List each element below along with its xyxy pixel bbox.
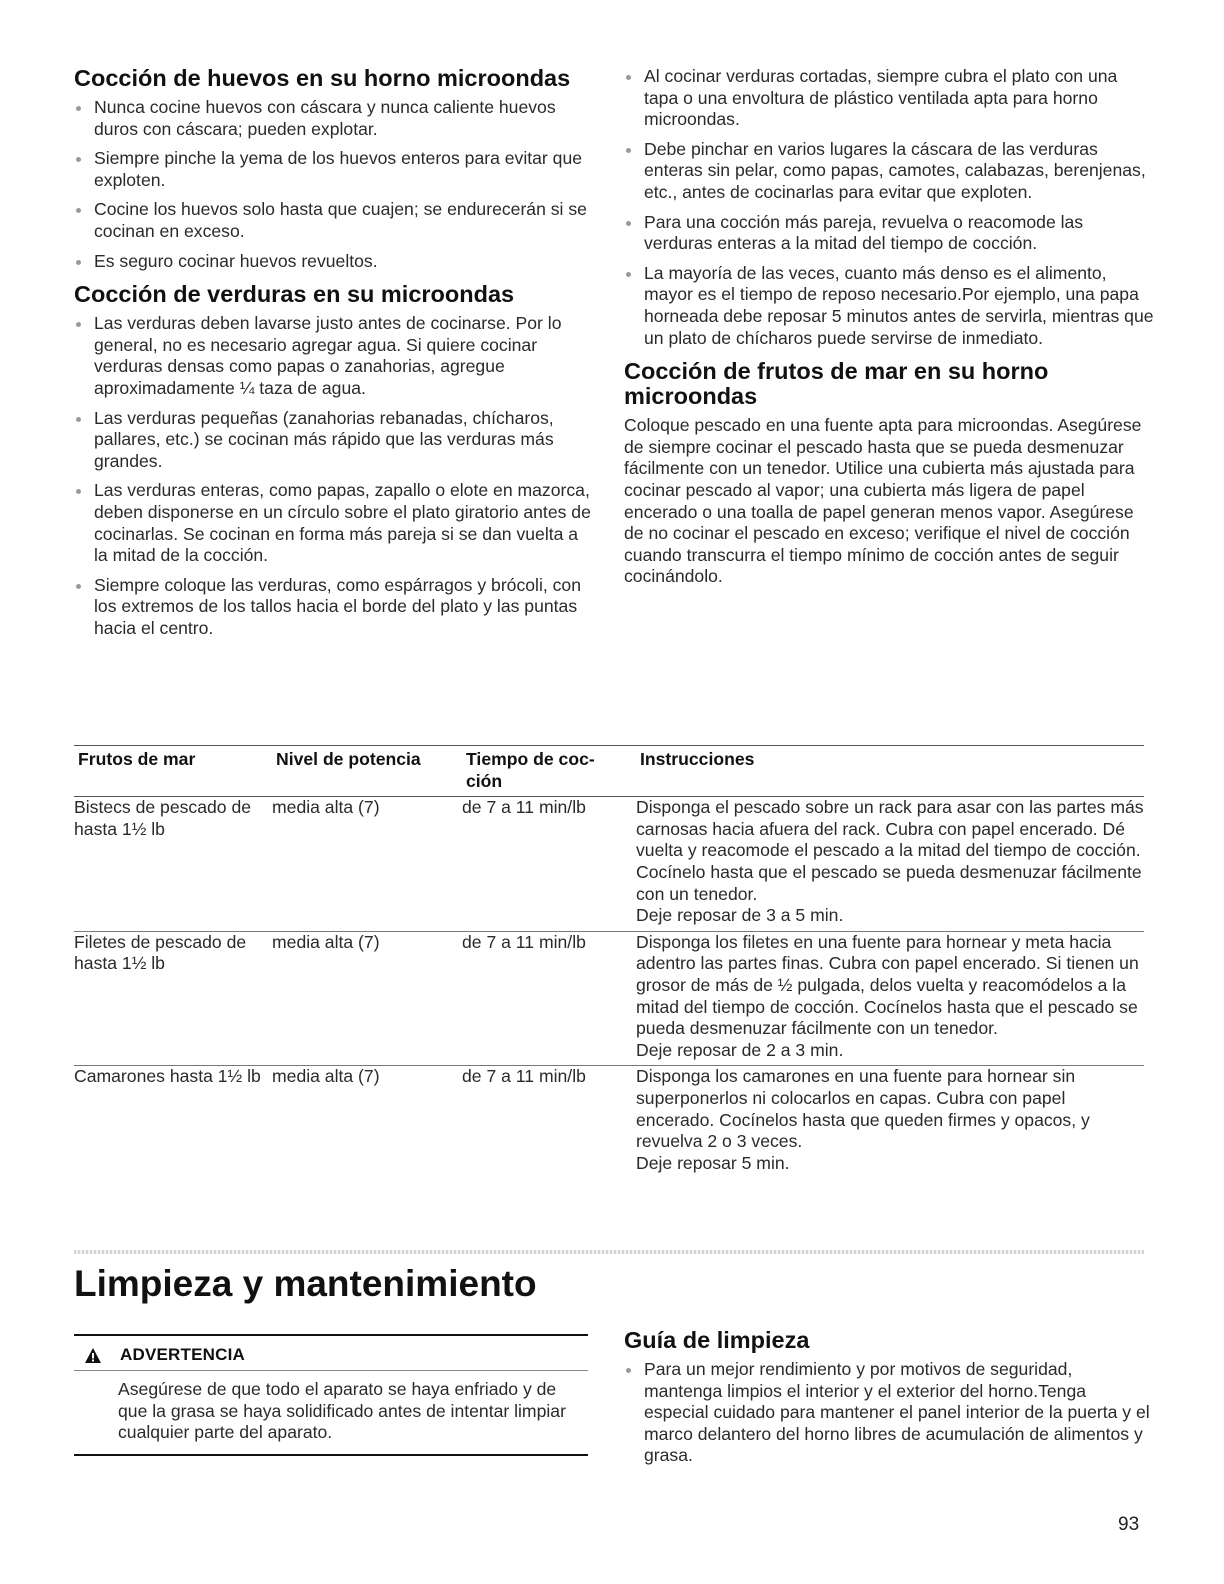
header-seafood: Frutos de mar	[74, 746, 272, 797]
header-instructions: Instrucciones	[636, 746, 1144, 797]
cell-food: Camarones hasta 1½ lb	[74, 1066, 272, 1178]
list-item: Cocine los huevos solo hasta que cuajen; se endurecerán si se cocinan en exceso.	[74, 199, 594, 242]
list-item: Debe pinchar en varios lugares la cáscara de las verduras enteras sin pelar, como papas, camotes, calabazas, berenjenas, etc., antes de cocinarlas para evitar que exploten.	[624, 139, 1154, 204]
cell-instructions	[636, 931, 1144, 1066]
rest-text: Deje reposar de 2 a 3 min.	[636, 1039, 844, 1060]
vegetables-heading: Cocción de verduras en su microondas	[74, 281, 515, 308]
left-column	[74, 66, 594, 649]
cleaning-guide-list	[624, 1359, 1154, 1467]
table-header-row	[74, 746, 1144, 797]
page-number: 93	[1118, 1514, 1140, 1535]
page-title: Limpieza y mantenimiento	[74, 1263, 537, 1304]
seafood-table	[74, 745, 1144, 1178]
instructions-text: Disponga los camarones en una fuente para hornear sin superponerlos ni colocarlos en capas. Cubra con papel encerado. Cocínelos hasta que queden firmes y opacos, y revuelva 2 o 3 veces.	[636, 1066, 1090, 1152]
rest-text: Deje reposar de 3 a 5 min.	[636, 905, 844, 926]
warning-triangle-icon	[84, 1347, 102, 1364]
instructions-text: Disponga los filetes en una fuente para hornear y meta hacia adentro las partes finas. Cubra con papel encerado. Si tienen un grosor de más de ½ pulgada, delos vuelta y reacomódelos a la mitad del tiempo de cocción. Cocínelos hasta que el pescado se pueda desmenuzar fácilmente con un tenedor.	[636, 931, 1139, 1039]
vegetables-list	[74, 313, 594, 639]
list-item: Las verduras enteras, como papas, zapallo o elote en mazorca, deben disponerse en un círculo sobre el plato giratorio antes de cocinarlas. Se cocinan en forma más pareja si se dan vuelta a la mitad de la cocción.	[74, 480, 594, 566]
list-item: Al cocinar verduras cortadas, siempre cubra el plato con una tapa o una envoltura de plástico ventilada apta para horno microondas.	[624, 66, 1154, 131]
cell-power: media alta (7)	[272, 797, 380, 818]
warning-text: Asegúrese de que todo el aparato se haya enfriado y de que la grasa se haya solidificado antes de intentar limpiar cualquier parte del aparato.	[118, 1379, 566, 1443]
rest-text: Deje reposar 5 min.	[636, 1152, 790, 1173]
cell-power: media alta (7)	[272, 1066, 462, 1178]
cleaning-guide-heading: Guía de limpieza	[624, 1327, 810, 1353]
cell-instructions	[636, 1066, 1144, 1178]
vegetables-list-continued	[624, 66, 1154, 349]
right-column	[624, 66, 1154, 588]
warning-box	[74, 1334, 588, 1456]
list-item: Es seguro cocinar huevos revueltos.	[74, 251, 594, 273]
seafood-paragraph: Coloque pescado en una fuente apta para microondas. Asegúrese de siempre cocinar el pescado hasta que se pueda desmenuzar fácilmente con un tenedor. Utilice una cubierta más ajustada para cocinar pescado al vapor; una cubierta más ligera de papel encerado o una toalla de papel generan menos vapor. Asegúrese de no cocinar el pescado en exceso; verifique el nivel de cocción cuando transcurra el tiempo mínimo de cocción antes de seguir cocinándolo.	[624, 415, 1142, 587]
table-row	[74, 1066, 1144, 1178]
cell-time: de 7 a 11 min/lb	[462, 931, 636, 1066]
seafood-heading: Cocción de frutos de mar en su horno microondas	[624, 358, 1049, 410]
list-item: Para una cocción más pareja, revuelva o reacomode las verduras enteras a la mitad del tiempo de cocción.	[624, 212, 1154, 255]
list-item: La mayoría de las veces, cuanto más denso es el alimento, mayor es el tiempo de reposo necesario.Por ejemplo, una papa horneada debe reposar 5 minutos antes de servirla, mientras que un plato de chícharos puede servirse de inmediato.	[624, 263, 1154, 349]
cell-food: Filetes de pescado de hasta 1½ lb	[74, 931, 272, 1066]
instructions-text: Disponga el pescado sobre un rack para asar con las partes más carnosas hacia afuera del rack. Cubra con papel encerado. Dé vuelta y reacomode el pescado a la mitad del tiempo de cocción. Cocínelo hasta que el pescado se pueda desmenuzar fácilmente con un tenedor.	[636, 797, 1144, 904]
list-item: Siempre pinche la yema de los huevos enteros para evitar que exploten.	[74, 148, 594, 191]
list-item: Siempre coloque las verduras, como espárragos y brócoli, con los extremos de los tallos hacia el borde del plato y las puntas hacia el centro.	[74, 575, 594, 640]
eggs-heading: Cocción de huevos en su horno microondas	[74, 65, 571, 91]
cleaning-guide	[624, 1328, 1154, 1477]
list-item: Las verduras deben lavarse justo antes de cocinarse. Por lo general, no es necesario agregar agua. Si quiere cocinar verduras densas como papas o zanahorias, agregue aproximadamente ¼ taza de agua.	[74, 313, 594, 399]
table-row	[74, 931, 1144, 1066]
warning-header	[74, 1336, 588, 1371]
cell-power: media alta (7)	[272, 931, 462, 1066]
list-item: Para un mejor rendimiento y por motivos de seguridad, mantenga limpios el interior y el exterior del horno.Tenga especial cuidado para mantener el panel interior de la puerta y el marco delantero del horno libres de acumulación de alimentos y grasa.	[624, 1359, 1154, 1467]
table-row	[74, 797, 1144, 932]
cell-time: de 7 a 11 min/lb	[462, 797, 586, 818]
section-divider	[74, 1250, 1144, 1254]
cell-instructions	[636, 797, 1144, 932]
header-power-level: Nivel de potencia	[272, 746, 462, 797]
cell-food: Bistecs de pescado de hasta 1½ lb	[74, 797, 252, 839]
header-cook-time: Tiempo de coc- ción	[462, 746, 636, 797]
list-item: Nunca cocine huevos con cáscara y nunca caliente huevos duros con cáscara; pueden explotar.	[74, 97, 594, 140]
cell-time: de 7 a 11 min/lb	[462, 1066, 636, 1178]
list-item: Las verduras pequeñas (zanahorias rebanadas, chícharos, pallares, etc.) se cocinan más rápido que las verduras más grandes.	[74, 408, 594, 473]
warning-label: ADVERTENCIA	[120, 1345, 245, 1364]
eggs-list	[74, 97, 594, 272]
